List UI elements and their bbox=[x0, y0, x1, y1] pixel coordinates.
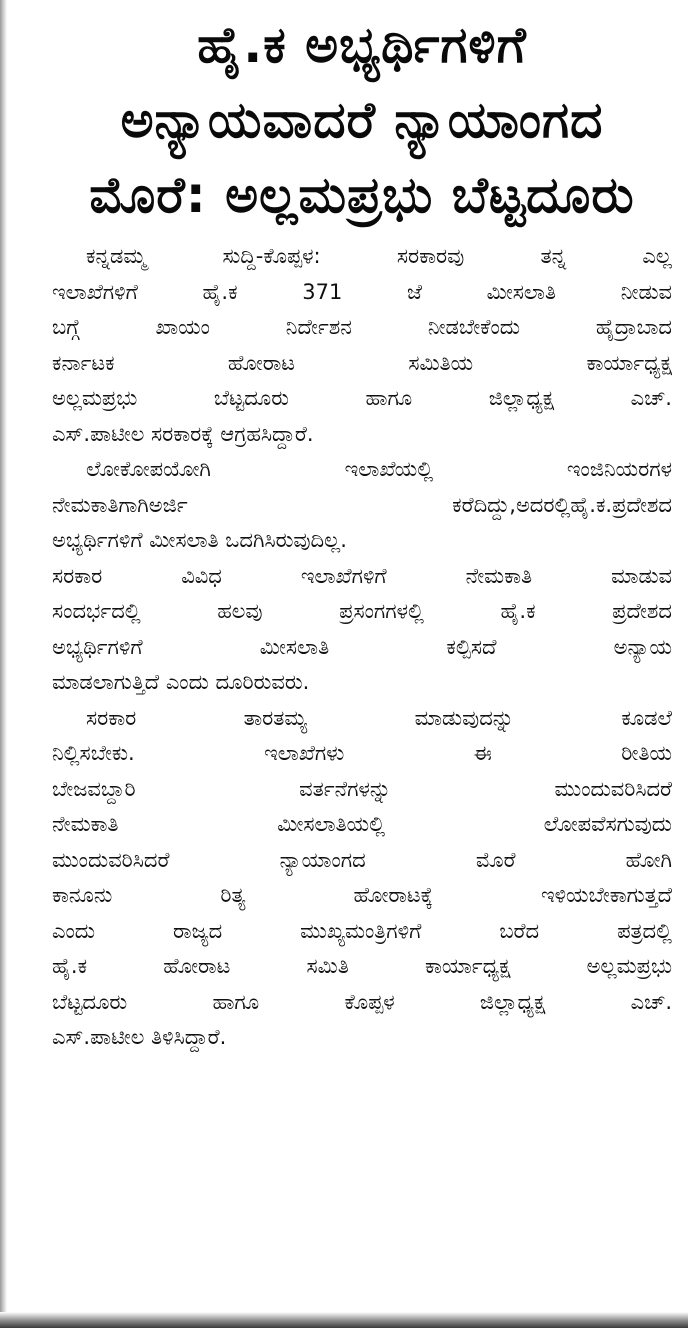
body-line: ಎಸ್.ಪಾಟೀಲ ತಿಳಿಸಿದ್ದಾರೆ. bbox=[52, 1025, 227, 1049]
scan-left-edge-shadow bbox=[0, 0, 7, 1328]
body-line: ಬೆಟ್ಟದೂರು ಹಾಗೂ ಕೊಪ್ಪಳ ಜಿಲ್ಲಾಧ್ಯಕ್ಷ ಎಚ್. bbox=[52, 989, 672, 1014]
article-body bbox=[52, 239, 672, 1056]
paragraph-4 bbox=[52, 701, 672, 1056]
news-clipping bbox=[52, 8, 672, 1056]
body-line: ಎಸ್.ಪಾಟೀಲ ಸರಕಾರಕ್ಕೆ ಆಗ್ರಹಸಿದ್ದಾರೆ. bbox=[52, 421, 314, 446]
body-line: ಬಗ್ಗೆ ಖಾಯಂ ನಿರ್ದೇಶನ ನೀಡಬೇಕೆಂದು ಹೈದ್ರಾಬಾದ bbox=[52, 315, 672, 339]
headline-line-3: ಮೊರೆ: ಅಲ್ಲಮಪ್ರಭು ಬೆಟ್ಟದೂರು bbox=[89, 166, 635, 224]
body-line: ಸರಕಾರ ವಿವಿಧ ಇಲಾಖೆಗಳಿಗೆ ನೇಮಕಾತಿ ಮಾಡುವ bbox=[52, 563, 672, 588]
headline-line-1: ಹೈ.ಕ ಅಭ್ಯರ್ಥಿಗಳಿಗೆ bbox=[197, 16, 527, 74]
body-line: ಹೈ.ಕ ಹೋರಾಟ ಸಮಿತಿ ಕಾರ್ಯಾಧ್ಯಕ್ಷ ಅಲ್ಲಮಪ್ರಭು bbox=[52, 954, 672, 978]
paragraph-1 bbox=[52, 239, 672, 452]
headline bbox=[52, 8, 672, 233]
body-line: ಲೋಕೋಪಯೋಗಿ ಇಲಾಖೆಯಲ್ಲಿ ಇಂಜಿನಿಯರಗಳ bbox=[86, 457, 672, 481]
body-line: ಕನ್ನಡಮ್ಮ ಸುದ್ದಿ-ಕೊಪ್ಪಳ: ಸರಕಾರವು ತನ್ನ ಎಲ್ಲ bbox=[86, 244, 672, 268]
body-line: ನೇಮಕಾತಿಗಾಗಿಅರ್ಜಿ ಕರೆದಿದ್ದು,ಅದರಲ್ಲಿಹೈ.ಕ.ಪ್ರದೇಶದ bbox=[52, 492, 672, 517]
body-line: ಸಂದರ್ಭದಲ್ಲಿ ಹಲವು ಪ್ರಸಂಗಗಳಲ್ಲಿ ಹೈ.ಕ ಪ್ರದೇಶದ bbox=[52, 599, 672, 623]
body-line: ಮುಂದುವರಿಸಿದರೆ ನ್ಯಾಯಾಂಗದ ಮೊರೆ ಹೋಗಿ bbox=[52, 847, 672, 872]
scan-bottom-edge-shadow bbox=[0, 1312, 688, 1328]
body-line: ಅಭ್ಯರ್ಥಿಗಳಿಗೆ ಮೀಸಲಾತಿ ಕಲ್ಪಿಸದೆ ಅನ್ಯಾಯ bbox=[52, 634, 672, 659]
body-line: ಬೇಜವಬ್ದಾರಿ ವರ್ತನೆಗಳನ್ನು ಮುಂದುವರಿಸಿದರೆ bbox=[52, 776, 672, 801]
body-line: ಸರಕಾರ ತಾರತಮ್ಯ ಮಾಡುವುದನ್ನು ಕೂಡಲೆ bbox=[86, 705, 672, 730]
body-line: ಕಾನೂನು ರಿತ್ಯ ಹೋರಾಟಕ್ಕೆ ಇಳಿಯಬೇಕಾಗುತ್ತದೆ bbox=[52, 883, 672, 907]
paragraph-3 bbox=[52, 559, 672, 701]
body-line: ನಿಲ್ಲಿಸಬೇಕು. ಇಲಾಖೆಗಳು ಈ ರೀತಿಯ bbox=[52, 741, 672, 765]
paragraph-2 bbox=[52, 452, 672, 559]
body-line: ಇಲಾಖೆಗಳಿಗೆ ಹೈ.ಕ 371 ಜೆ ಮೀಸಲಾತಿ ನೀಡುವ bbox=[52, 279, 672, 304]
body-line: ಅಲ್ಲಮಪ್ರಭು ಬೆಟ್ಟದೂರು ಹಾಗೂ ಜಿಲ್ಲಾಧ್ಯಕ್ಷ ಎಚ್. bbox=[52, 386, 672, 410]
body-line: ಕರ್ನಾಟಕ ಹೋರಾಟ ಸಮಿತಿಯ ಕಾರ್ಯಾಧ್ಯಕ್ಷ bbox=[52, 350, 672, 375]
body-line: ಮಾಡಲಾಗುತ್ತಿದೆ ಎಂದು ದೂರಿರುವರು. bbox=[52, 670, 310, 694]
body-line: ಎಂದು ರಾಜ್ಯದ ಮುಖ್ಯಮಂತ್ರಿಗಳಿಗೆ ಬರೆದ ಪತ್ರದಲ್ಲಿ bbox=[52, 918, 672, 943]
body-line: ಅಭ್ಯರ್ಥಿಗಳಿಗೆ ಮೀಸಲಾತಿ ಒದಗಿಸಿರುವುದಿಲ್ಲ. bbox=[52, 528, 347, 552]
body-line: ನೇಮಕಾತಿ ಮೀಸಲಾತಿಯಲ್ಲಿ ಲೋಪವೆಸಗುವುದು bbox=[52, 812, 672, 836]
headline-line-2: ಅನ್ಯಾಯವಾದರೆ ನ್ಯಾಯಾಂಗದ bbox=[120, 91, 604, 149]
